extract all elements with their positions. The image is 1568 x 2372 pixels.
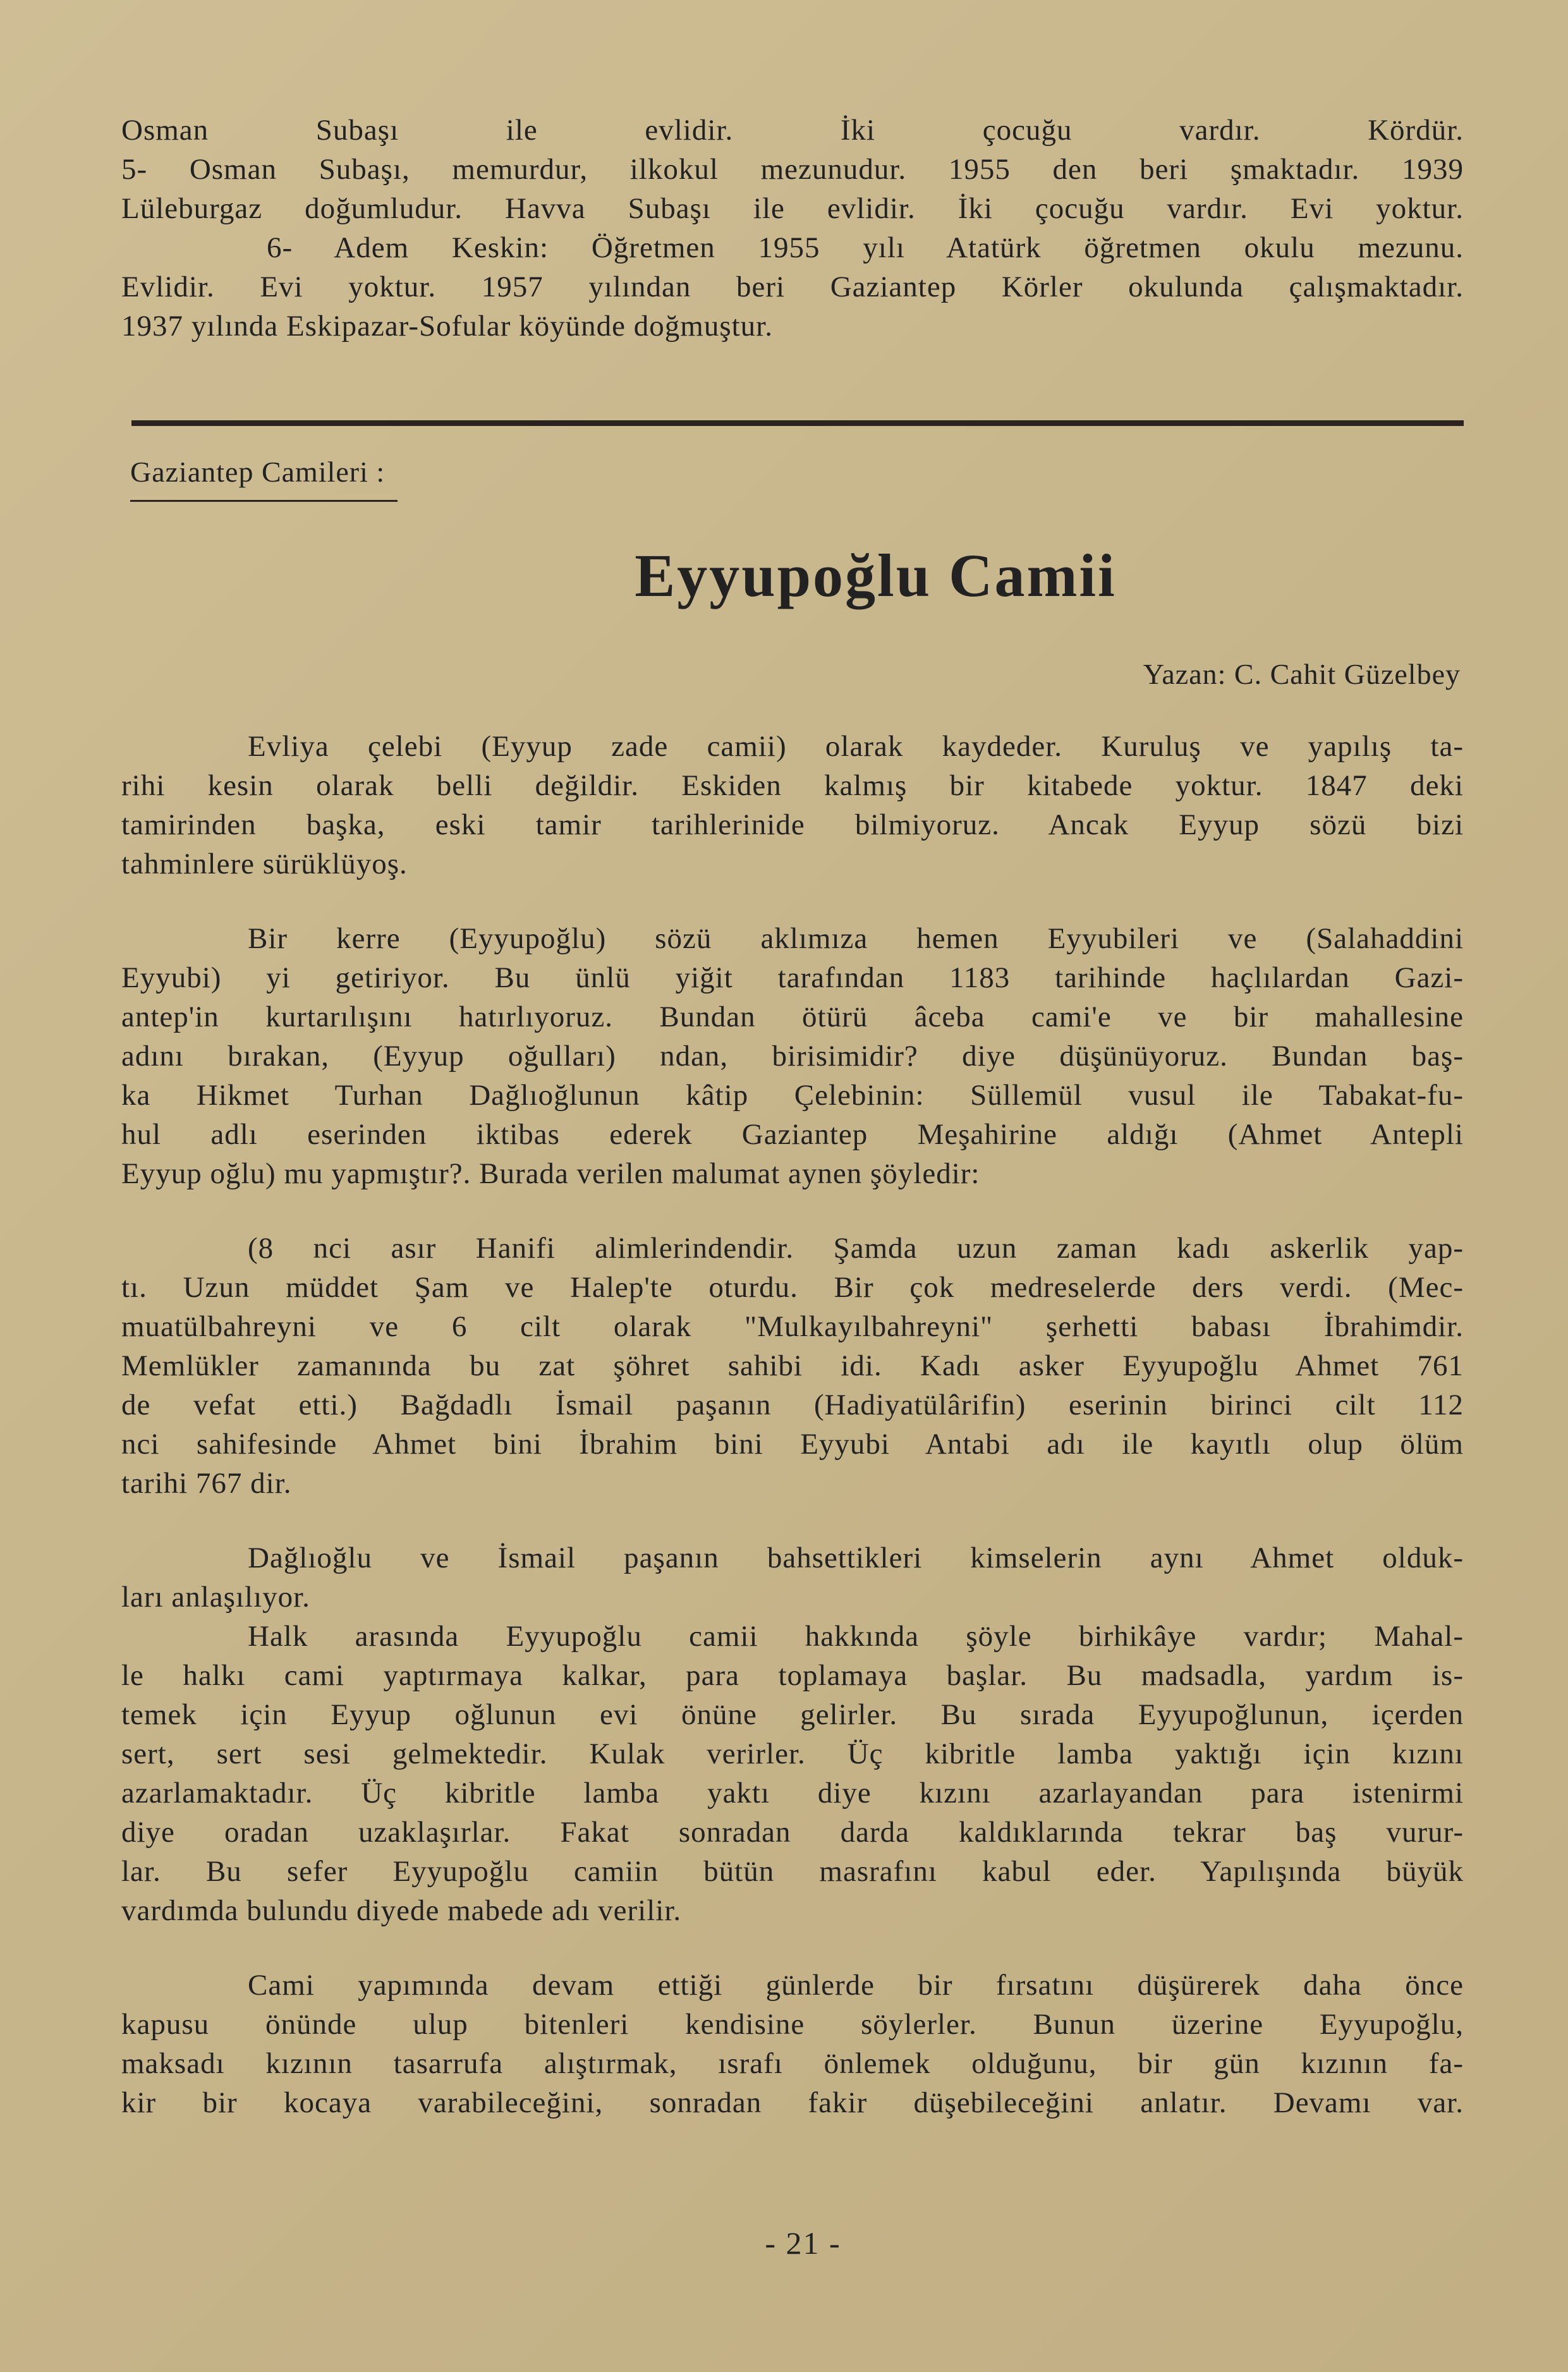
paragraph — [121, 1538, 1464, 1617]
paragraph — [121, 1229, 1464, 1503]
paragraph — [121, 727, 1464, 884]
paragraph-line: Eyyup oğlu) mu yapmıştır?. Burada verilen malumat aynen şöyledir: — [121, 1157, 980, 1190]
paragraph-line: de vefat etti.) Bağdadlı İsmail paşanın (Hadiyatülârifin) eserinin birinci cilt 112 — [121, 1389, 1464, 1421]
paragraph-line: rihi kesin olarak belli değildir. Eskiden kalmış bir kitabede yoktur. 1847 deki — [121, 769, 1464, 802]
article-author: Yazan: C. Cahit Güzelbey — [1143, 658, 1461, 690]
paragraph-line: Cami yapımında devam ettiği günlerde bir fırsatını düşürerek daha önce — [248, 1969, 1464, 2002]
paragraph — [121, 1966, 1464, 2122]
paragraph-line: tarihi 767 dir. — [121, 1467, 292, 1500]
intro-line: 6- Adem Keskin: Öğretmen 1955 yılı Atatürk öğretmen okulu mezunu. — [267, 231, 1464, 264]
paragraph-line: azarlamaktadır. Üç kibritle lamba yaktı diye kızını azarlayandan para istenirmi — [121, 1777, 1464, 1809]
section-divider — [131, 420, 1464, 426]
paragraph-line: Evliya çelebi (Eyyup zade camii) olarak kaydeder. Kuruluş ve yapılış ta- — [248, 730, 1464, 763]
paragraph-line: lar. Bu sefer Eyyupoğlu camiin bütün masrafını kabul eder. Yapılışında büyük — [121, 1855, 1464, 1888]
article-title: Eyyupoğlu Camii — [635, 542, 1117, 609]
intro-line: Osman Subaşı ile evlidir. İki çocuğu vardır. Kördür. — [121, 114, 1464, 147]
paragraph — [121, 919, 1464, 1193]
paragraph-line: tı. Uzun müddet Şam ve Halep'te oturdu. Bir çok medreselerde ders verdi. (Mec- — [121, 1271, 1464, 1304]
paragraph-line: hul adlı eserinden iktibas ederek Gaziantep Meşahirine aldığı (Ahmet Antepli — [121, 1118, 1464, 1151]
intro-line: Evlidir. Evi yoktur. 1957 yılından beri Gaziantep Körler okulunda çalışmaktadır. — [121, 271, 1464, 303]
paragraph-line: ları anlaşılıyor. — [121, 1581, 310, 1614]
paragraph-line: sert, sert sesi gelmektedir. Kulak verirler. Üç kibritle lamba yaktığı için kızını — [121, 1737, 1464, 1770]
intro-block — [121, 111, 1464, 346]
paragraph-line: vardımda bulundu diyede mabede adı verilir. — [121, 1894, 682, 1927]
paragraph-line: nci sahifesinde Ahmet bini İbrahim bini Eyyubi Antabi adı ile kayıtlı olup ölüm — [121, 1428, 1464, 1461]
paragraph-line: tahminlere sürüklüyoş. — [121, 848, 408, 880]
paragraph-line: maksadı kızının tasarrufa alıştırmak, ısrafı önlemek olduğunu, bir gün kızının fa- — [121, 2047, 1464, 2080]
paragraph-line: temek için Eyyup oğlunun evi önüne gelirler. Bu sırada Eyyupoğlunun, içerden — [121, 1698, 1464, 1731]
paragraph-line: ka Hikmet Turhan Dağlıoğlunun kâtip Çelebinin: Süllemül vusul ile Tabakat-fu- — [121, 1079, 1464, 1112]
paragraph-line: adını bırakan, (Eyyup oğulları) ndan, birisimidir? diye düşünüyoruz. Bundan baş- — [121, 1040, 1464, 1073]
paragraph-line: Halk arasında Eyyupoğlu camii hakkında şöyle birhikâye vardır; Mahal- — [248, 1620, 1464, 1653]
paragraph-line: le halkı cami yaptırmaya kalkar, para toplamaya başlar. Bu madsadla, yardım is- — [121, 1659, 1464, 1692]
paragraph-line: Bir kerre (Eyyupoğlu) sözü aklımıza hemen Eyyubileri ve (Salahaddini — [248, 922, 1464, 955]
paragraph-line: antep'in kurtarılışını hatırlıyoruz. Bundan ötürü âceba cami'e ve bir mahallesine — [121, 1000, 1464, 1033]
article-body — [121, 727, 1464, 2158]
paragraph-line: muatülbahreyni ve 6 cilt olarak "Mulkayılbahreyni" şerhetti babası İbrahimdir. — [121, 1310, 1464, 1343]
paragraph-line: (8 nci asır Hanifi alimlerindendir. Şamda uzun zaman kadı askerlik yap- — [248, 1232, 1464, 1265]
intro-line: Lüleburgaz doğumludur. Havva Subaşı ile evlidir. İki çocuğu vardır. Evi yoktur. — [121, 192, 1464, 225]
page-number: - 21 - — [765, 2225, 841, 2261]
paragraph-line: Dağlıoğlu ve İsmail paşanın bahsettikleri kimselerin aynı Ahmet olduk- — [248, 1542, 1464, 1574]
paragraph-line: Memlükler zamanında bu zat şöhret sahibi idi. Kadı asker Eyyupoğlu Ahmet 761 — [121, 1349, 1464, 1382]
paragraph-line: Eyyubi) yi getiriyor. Bu ünlü yiğit tarafından 1183 tarihinde haçlılardan Gazi- — [121, 961, 1464, 994]
paragraph — [121, 1617, 1464, 1930]
section-label: Gaziantep Camileri : — [130, 455, 398, 502]
intro-line: 5- Osman Subaşı, memurdur, ilkokul mezunudur. 1955 den beri şmaktadır. 1939 — [121, 153, 1464, 186]
intro-line: 1937 yılında Eskipazar-Sofular köyünde doğmuştur. — [121, 310, 773, 343]
paragraph-line: kir bir kocaya varabileceğini, sonradan fakir düşebileceğini anlatır. Devamı var. — [121, 2086, 1464, 2119]
paragraph-line: diye oradan uzaklaşırlar. Fakat sonradan darda kaldıklarında tekrar baş vurur- — [121, 1816, 1464, 1849]
paragraph-line: kapusu önünde ulup bitenleri kendisine söylerler. Bunun üzerine Eyyupoğlu, — [121, 2008, 1464, 2041]
paragraph-line: tamirinden başka, eski tamir tarihlerinide bilmiyoruz. Ancak Eyyup sözü bizi — [121, 808, 1464, 841]
